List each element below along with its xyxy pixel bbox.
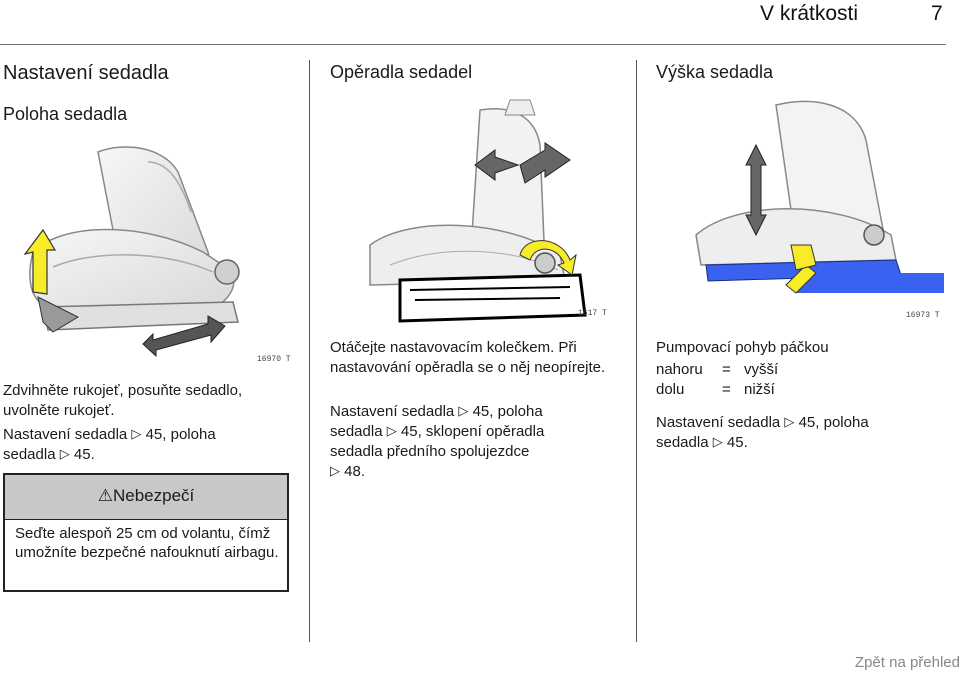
subheading-seat-position: Poloha sedadla [3, 104, 128, 124]
figure-number: 16973 T [906, 311, 940, 320]
ref-join: , poloha [162, 426, 216, 443]
ref-label[interactable]: sedadla předního spolujezdce [330, 443, 530, 460]
heading-seat-height: Výška sedadla [656, 62, 774, 82]
ref-label[interactable]: sedadla [656, 434, 709, 451]
xref-arrow-icon: ▷ [330, 463, 340, 478]
xref-arrow-icon: ▷ [131, 426, 142, 441]
height-row-down [656, 380, 946, 400]
ref-label[interactable]: sedadla [3, 446, 56, 463]
instruction-text: Zdvihněte rukojeť, posuňte sedadlo, uvolněte rukojeť. [3, 382, 243, 419]
warning-box [3, 473, 289, 592]
col3-table [656, 360, 946, 400]
back-to-overview-link[interactable]: Zpět na přehled [854, 654, 960, 671]
col1-crossref [3, 425, 288, 465]
col3-instruction: Pumpovací pohyb páčkou [656, 339, 829, 356]
col3-crossref [656, 413, 956, 453]
row-value: vyšší [744, 361, 779, 378]
col2-crossref [330, 402, 630, 482]
xref-arrow-icon: ▷ [712, 434, 723, 449]
heading-seat-adjustment: Nastavení sedadla [3, 62, 169, 84]
header-rule [0, 44, 946, 45]
warning-title-row [5, 486, 287, 506]
warning-text: Seďte alespoň 25 cm od volantu, čímž umožníte bezpečné nafouknutí airbagu. [15, 525, 279, 561]
col1-instruction [3, 381, 288, 421]
ref-page[interactable]: 45, sklopení opěradla [400, 423, 545, 440]
ref-page[interactable]: 45, poloha [472, 403, 543, 420]
row-key: dolu [656, 381, 685, 398]
ref-label[interactable]: Nastavení sedadla [330, 403, 455, 420]
ref-page[interactable]: 48. [344, 463, 366, 480]
column-divider [636, 60, 637, 642]
ref-label[interactable]: Nastavení sedadla [656, 414, 781, 431]
warning-title: Nebezpečí [112, 486, 195, 505]
row-eq: = [722, 381, 731, 398]
warning-triangle-icon: ⚠ [97, 486, 113, 505]
section-title: V krátkosti [760, 2, 859, 25]
height-row-up [656, 360, 946, 380]
xref-arrow-icon: ▷ [386, 423, 397, 438]
backrest-illustration [330, 95, 618, 323]
ref-label[interactable]: Nastavení sedadla [3, 426, 128, 443]
seat-position-illustration [3, 132, 293, 368]
ref-page[interactable]: 45. [73, 446, 95, 463]
ref-page[interactable]: 45. [726, 434, 748, 451]
ref-page[interactable]: 45 [145, 426, 163, 443]
ref-page[interactable]: 45, poloha [798, 414, 869, 431]
row-value: nižší [744, 381, 775, 398]
xref-arrow-icon: ▷ [59, 446, 70, 461]
col2-instruction: Otáčejte nastavovacím kolečkem. Při nastavování opěradla se o něj neopírejte. [330, 339, 606, 376]
xref-arrow-icon: ▷ [458, 403, 469, 418]
page-number: 7 [931, 2, 943, 25]
figure-number: 16970 T [257, 355, 291, 364]
seat-height-illustration [656, 95, 944, 323]
figure-number: 1617 T [578, 309, 607, 318]
row-eq: = [722, 361, 731, 378]
ref-label[interactable]: sedadla [330, 423, 383, 440]
xref-arrow-icon: ▷ [784, 414, 795, 429]
column-divider [309, 60, 310, 642]
heading-seat-backrests: Opěradla sedadel [330, 62, 473, 82]
row-key: nahoru [656, 361, 703, 378]
warning-header [5, 475, 287, 520]
